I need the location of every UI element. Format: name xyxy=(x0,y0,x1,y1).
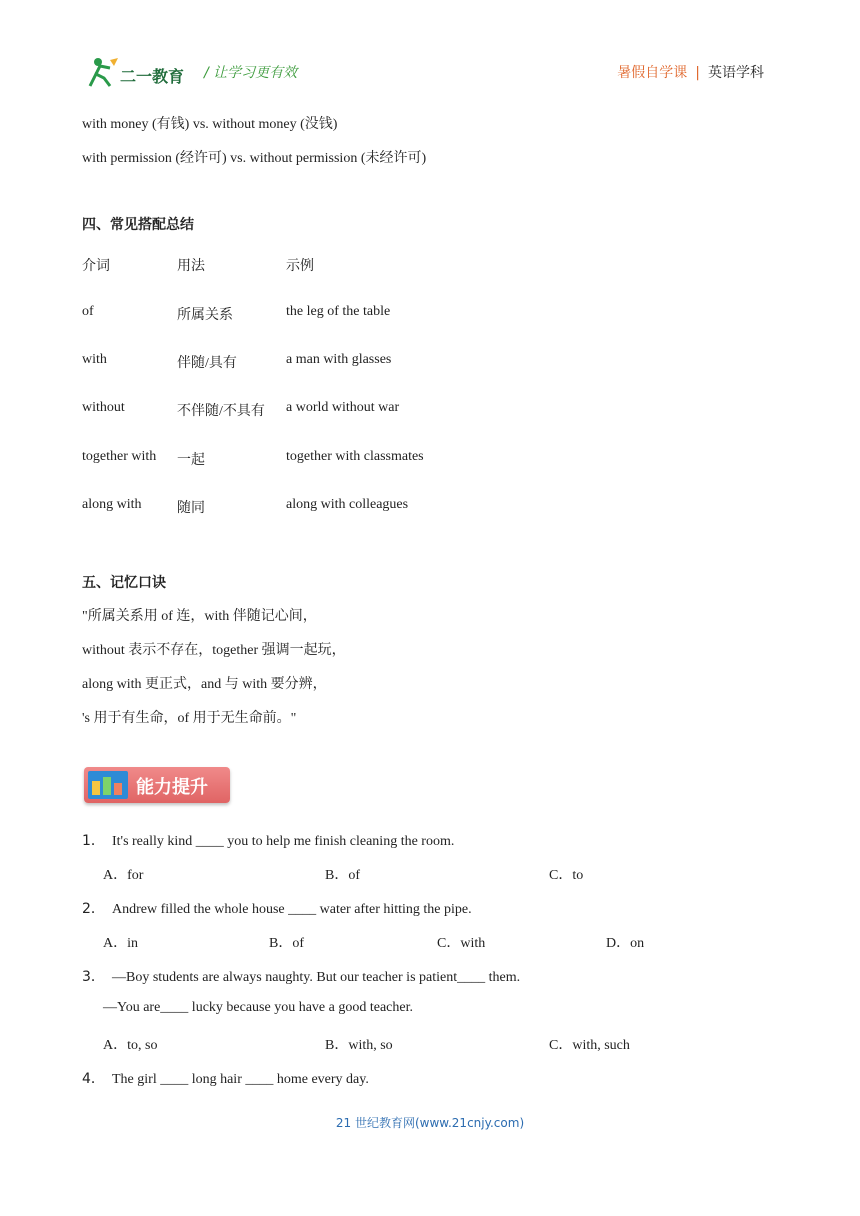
mnemonic-line: without 表示不存在，together 强调一起玩， xyxy=(82,643,346,658)
question-number: 1． xyxy=(82,833,105,849)
option[interactable]: B．of xyxy=(269,936,304,951)
table-cell: of xyxy=(82,304,94,319)
header-course-info xyxy=(617,62,764,82)
table-cell: 伴随/具有 xyxy=(177,356,237,371)
table-header-preposition: 介词 xyxy=(82,259,110,274)
subject-label: 英语学科 xyxy=(708,65,764,81)
option[interactable]: A．to, so xyxy=(103,1038,158,1053)
option[interactable]: B．with, so xyxy=(325,1038,393,1053)
header-separator: | xyxy=(695,65,700,81)
table-cell: without xyxy=(82,400,125,415)
section5-title: 五、记忆口诀 xyxy=(82,575,166,591)
question-4 xyxy=(82,1068,369,1088)
option[interactable]: C．with, such xyxy=(549,1038,630,1053)
mnemonic-line: along with 更正式，and 与 with 要分辨， xyxy=(82,677,327,692)
question-text-line-2: —You are____ lucky because you have a good teacher. xyxy=(103,1000,413,1015)
table-cell: a world without war xyxy=(286,400,400,415)
table-cell: along with colleagues xyxy=(286,497,409,512)
intro-line-1: with money (有钱) vs. without money (没钱) xyxy=(82,117,338,132)
question-number: 3． xyxy=(82,969,105,985)
question-text: Andrew filled the whole house ____ water after hitting the pipe. xyxy=(112,902,472,917)
chart-blocks-icon xyxy=(88,771,128,799)
question-number: 2． xyxy=(82,901,105,917)
option[interactable]: A．in xyxy=(103,936,138,951)
table-header-example: 示例 xyxy=(286,259,314,274)
option[interactable]: B．of xyxy=(325,868,360,883)
question-text: —Boy students are always naughty. But our teacher is patient____ them. xyxy=(112,970,521,985)
table-cell: with xyxy=(82,352,107,367)
course-label: 暑假自学课 xyxy=(617,65,688,81)
table-cell: 一起 xyxy=(177,453,205,468)
section4-title: 四、常见搭配总结 xyxy=(82,217,194,233)
mnemonic-line: 's 用于有生命，of 用于无生命前。" xyxy=(82,711,297,726)
table-cell: 所属关系 xyxy=(177,308,233,323)
question-text: It's really kind ____ you to help me finish cleaning the room. xyxy=(112,834,455,849)
footer-source: 21 世纪教育网(www.21cnjy.com) xyxy=(335,1116,525,1130)
option[interactable]: C．to xyxy=(549,868,584,883)
option[interactable]: A．for xyxy=(103,868,144,883)
table-cell: together with xyxy=(82,449,157,464)
badge-label: 能力提升 xyxy=(136,777,208,798)
question-1 xyxy=(82,830,454,850)
intro-line-2: with permission (经许可) vs. without permission (未经许可) xyxy=(82,151,427,166)
question-number: 4． xyxy=(82,1071,105,1087)
table-cell: 不伴随/不具有 xyxy=(177,404,265,419)
question-2 xyxy=(82,898,472,918)
logo-text: 二一教育 xyxy=(120,67,185,86)
table-cell: 随同 xyxy=(177,501,205,516)
table-cell: a man with glasses xyxy=(286,352,392,367)
ability-badge xyxy=(84,767,230,803)
table-cell: along with xyxy=(82,497,142,512)
question-3 xyxy=(82,966,520,986)
option[interactable]: C．with xyxy=(437,936,486,951)
mnemonic-line: "所属关系用 of 连，with 伴随记心间， xyxy=(82,609,317,624)
table-cell: the leg of the table xyxy=(286,304,391,319)
slogan: / 让学习更有效 xyxy=(204,65,298,81)
option[interactable]: D．on xyxy=(606,936,645,951)
table-cell: together with classmates xyxy=(286,449,424,464)
table-header-usage: 用法 xyxy=(177,259,205,274)
question-text: The girl ____ long hair ____ home every day. xyxy=(112,1072,369,1087)
